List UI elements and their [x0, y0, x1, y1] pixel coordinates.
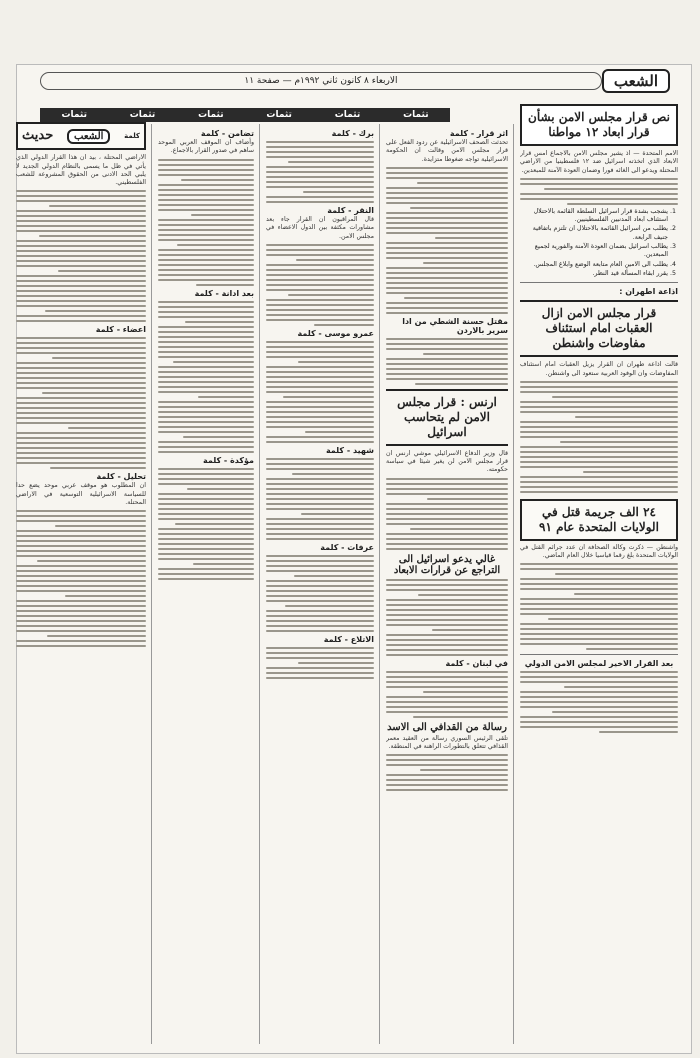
- section-subhead: مقتل حسنة الشطي من ادا سرير بالاردن: [402, 316, 508, 335]
- newspaper-logo: الشعب: [602, 69, 670, 93]
- arens-body: قال وزير الدفاع الاسرائيلي موشي ارنس ان قرار مجلس الامن لن يغير شيئا في سياسة حكومته.: [386, 449, 508, 474]
- section-subhead: الاتلاع - كلمة: [323, 634, 374, 644]
- filler-text: [520, 563, 678, 650]
- section-body: تحدثت الصحف الاسرائيلية عن ردود الفعل على قرار مجلس الامن وقالت ان الحكومة الاسرائيلية تواجه ضغوطا متزايدة.: [386, 139, 508, 163]
- lead-headline-box: [520, 104, 678, 146]
- filler-text: [386, 167, 508, 314]
- editorial-title: حديث: [22, 128, 54, 143]
- section-body: وأضاف ان الموقف العربي الموحد ساهم في صدور القرار بالاجماع.: [158, 139, 254, 155]
- filler-text: [16, 190, 146, 322]
- editorial-logo: الشعب: [67, 129, 110, 144]
- filler-text: [16, 337, 146, 469]
- filler-text: [386, 754, 508, 791]
- divider: [520, 282, 678, 283]
- column-rule: [151, 124, 152, 1044]
- section-subhead: اثر قرار - كلمة: [449, 129, 508, 138]
- column-2: [386, 126, 508, 1044]
- column-1: [520, 104, 678, 1046]
- quote-label: اذاعة اطهران :: [619, 287, 678, 297]
- resolution-points: [520, 208, 678, 278]
- filler-text: [266, 647, 374, 679]
- section-subhead: في لبنان - كلمة: [445, 658, 508, 668]
- tehran-headline: قرار مجلس الامن ازال العقبات امام استئناف مفاوضات واشنطن: [541, 306, 657, 351]
- arens-headline: ارنس : قرار مجلس الامن لم يتحاسب اسرائيل: [397, 394, 497, 439]
- filler-text: [520, 381, 678, 493]
- qaddafi-body: تلقى الرئيس السوري رسالة من العقيد معمر القذافي تتعلق بالتطورات الراهنة في المنطقة.: [386, 734, 508, 751]
- tehran-body: قالت اذاعة طهران ان القرار يزيل العقبات امام استئناف المفاوضات وان الوفود العربية ستعود الى واشنطن.: [520, 361, 678, 377]
- ribbon-item: تثمات: [198, 110, 224, 120]
- filler-text: [266, 458, 374, 540]
- lead-headline: نص قرار مجلس الامن بشأن قرار ابعاد ١٢ مواطنا: [528, 110, 670, 139]
- divider: [520, 654, 678, 655]
- column-4: [158, 126, 254, 1044]
- section-body: ان المطلوب هو موقف عربي موحد يضع حدا للسياسة الاسرائيلية التوسعية في الاراضي المحتلة.: [16, 482, 146, 507]
- filler-text: [520, 178, 678, 205]
- crime-headline-block: [520, 499, 678, 541]
- filler-text: [266, 341, 374, 443]
- ribbon-item: تثمات: [403, 110, 429, 120]
- resolution-point: 5. يقرر ابقاء المسألة قيد النظر.: [520, 270, 668, 278]
- filler-text: [386, 671, 508, 718]
- filler-text: [158, 468, 254, 580]
- crime-headline: ٢٤ الف جريمة قتل في الولايات المتحدة عام ٩١: [539, 504, 659, 534]
- filler-text: [266, 555, 374, 632]
- filler-text: [386, 579, 508, 656]
- column-3: [266, 126, 374, 1044]
- filler-text: [520, 671, 678, 733]
- ribbon-item: تثمات: [129, 110, 156, 120]
- section-subhead: عرفات - كلمة: [320, 542, 374, 552]
- section-subhead: برك - كلمة: [331, 129, 374, 138]
- ribbon-item: تثمات: [266, 110, 292, 120]
- ribbon-item: تثمات: [61, 110, 87, 120]
- filler-text: [16, 510, 146, 647]
- filler-text: [386, 338, 508, 385]
- editorial-intro: الاراضي المحتلة ، بيد ان هذا القرار الدولي الذي يأتي في ظل ما يسمى بالنظام الدولي الجديد لا يلبي الحد الادنى من الحقوق المشروعة للشعب الفلسطيني.: [16, 154, 146, 187]
- section-subhead: بعد ادانة - كلمة: [194, 288, 254, 298]
- lead-intro: الامم المتحدة — اذ يشير مجلس الامن بالاجماع امس قرار الابعاد الذي اتخذته اسرائيل ضد ١٢ فلسطينيا من الاراضي المحتلة ويدعو الى الغائه فورا وضمان العودة الآمنة للمبعدين.: [520, 150, 678, 174]
- issue-date-line: الاربعاء ٨ كانون ثاني ١٩٩٢م — صفحة ١١: [40, 72, 602, 90]
- editorial-header: [16, 122, 146, 150]
- editorial-tag: كلمة: [124, 132, 140, 141]
- ghali-headline: غالي يدعو اسرائيل الى التراجع عن قرارات الابعاد: [393, 553, 501, 576]
- filler-text: [158, 301, 254, 453]
- footer-caption: بعد القرار الاخير لمجلس الامن الدولي: [524, 659, 674, 669]
- resolution-point: 2. يطلب من اسرائيل القائمة بالاحتلال ان تلتزم باتفاقية جنيف الرابعة.: [520, 225, 668, 242]
- column-5: [16, 122, 146, 1044]
- arens-headline-block: [386, 389, 508, 446]
- resolution-point: 4. يطلب الى الامين العام متابعة الوضع وابلاغ المجلس.: [520, 261, 668, 269]
- section-subhead: شهيد - كلمة: [325, 445, 374, 455]
- filler-text: [266, 244, 374, 326]
- resolution-point: 3. يطالب اسرائيل بضمان العودة الآمنة والفورية لجميع المبعدين.: [520, 243, 668, 260]
- filler-text: [386, 478, 508, 550]
- section-subhead: مؤكدة - كلمة: [203, 455, 254, 465]
- section-subhead: النقر - كلمة: [327, 206, 374, 215]
- filler-text: [266, 141, 374, 203]
- section-body: قال المراقبون ان القرار جاء بعد مشاورات مكثفة بين الدول الاعضاء في مجلس الامن.: [266, 216, 374, 240]
- masthead: [30, 68, 670, 94]
- column-rule: [379, 124, 380, 1044]
- ribbon-item: تثمات: [334, 110, 361, 120]
- section-subhead: تحليل - كلمة: [96, 472, 146, 482]
- section-subhead: تضامن - كلمة: [200, 129, 254, 138]
- filler-text: [158, 159, 254, 286]
- resolution-point: 1. يشجب بشدة قرار اسرائيل السلطة القائمة بالاحتلال استئناف ابعاد المدنيين الفلسطينيين.: [520, 208, 668, 225]
- qaddafi-headline: رسالة من القدافي الى الاسد: [387, 721, 507, 733]
- keyword-ribbon: [40, 108, 450, 122]
- crime-body: واشنطن — ذكرت وكالة الصحافة ان عدد جرائم القتل في الولايات المتحدة بلغ رقما قياسيا خلال العام الماضي.: [520, 543, 678, 560]
- column-rule: [259, 124, 260, 1044]
- column-rule: [513, 124, 514, 1044]
- section-subhead: عمرو موسى - كلمة: [297, 328, 374, 338]
- section-subhead: اعضاء - كلمة: [95, 325, 146, 335]
- tehran-headline-block: [520, 300, 678, 357]
